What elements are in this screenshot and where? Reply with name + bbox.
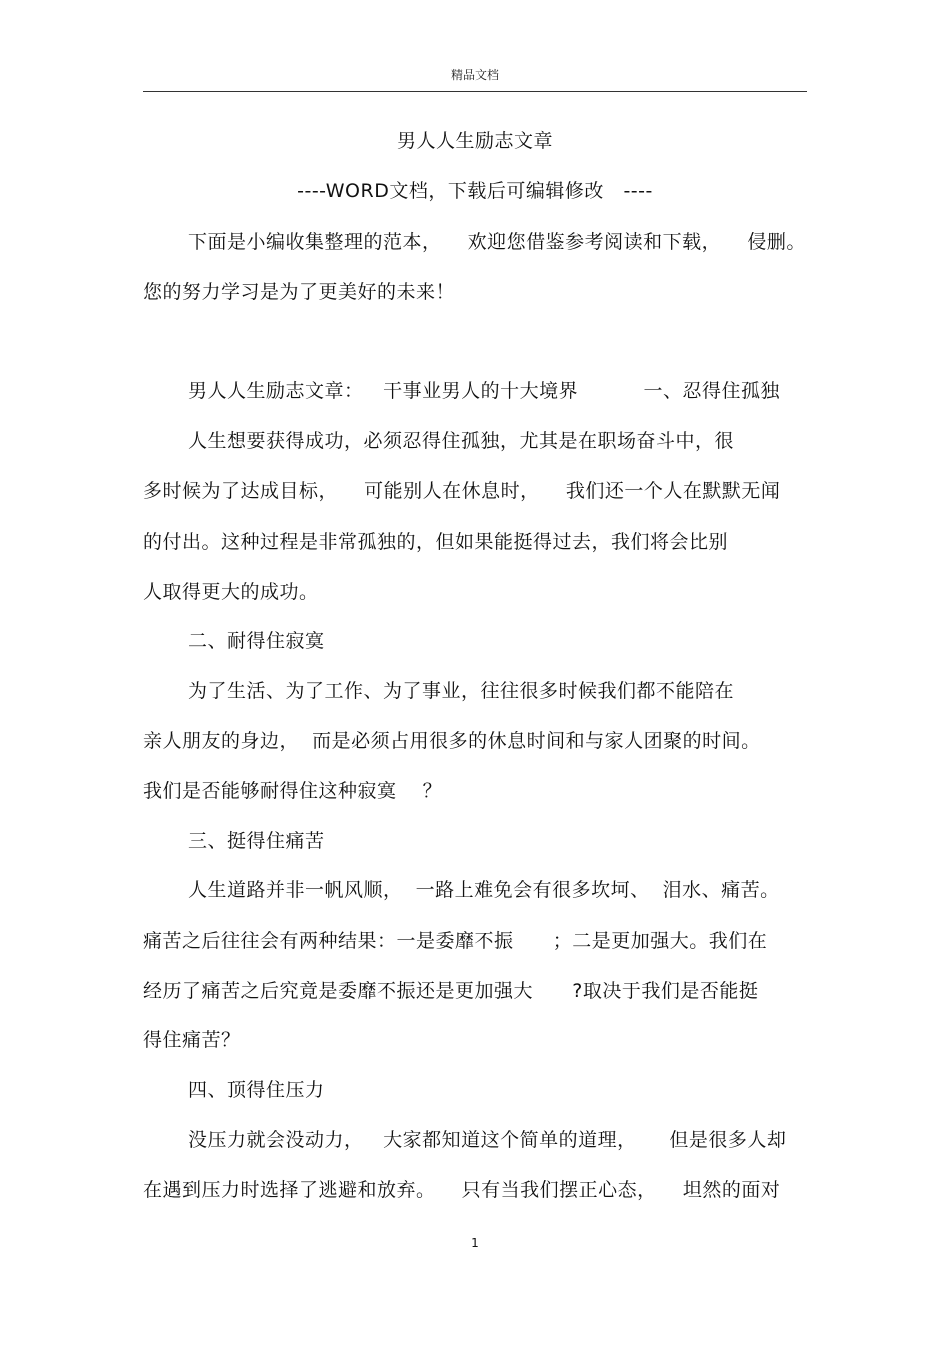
document-title: 男人人生励志文章	[396, 130, 553, 152]
paragraph-line: 亲人朋友的身边， 而是必须占用很多的休息时间和与家人团聚的时间。	[143, 730, 761, 752]
document-subtitle: ----WORD文档，下载后可编辑修改 ----	[297, 180, 653, 202]
header-divider	[143, 91, 807, 92]
section-heading: 三、挺得住痛苦	[188, 830, 325, 852]
paragraph-line: 的付出。这种过程是非常孤独的，但如果能挺得过去，我们将会比别	[143, 531, 729, 553]
paragraph-line: 得住痛苦？	[143, 1029, 241, 1051]
paragraph-line: 您的努力学习是为了更美好的未来！	[143, 281, 456, 303]
paragraph-line: 男人人生励志文章： 干事业男人的十大境界 一、忍得住孤独	[188, 380, 781, 402]
page-number: 1	[471, 1236, 479, 1250]
section-heading: 二、耐得住寂寞	[188, 630, 325, 652]
paragraph-line: 经历了痛苦之后究竟是委靡不振还是更加强大 ?取决于我们是否能挺	[143, 980, 759, 1002]
paragraph-line: 我们是否能够耐得住这种寂寞 ？	[143, 780, 443, 802]
paragraph-line: 人取得更大的成功。	[143, 581, 319, 603]
paragraph-line: 人生道路并非一帆风顺， 一路上难免会有很多坎坷、 泪水、痛苦。	[188, 879, 780, 901]
paragraph-line: 痛苦之后往往会有两种结果：一是委靡不振 ；二是更加强大。我们在	[143, 930, 768, 952]
page-header-label: 精品文档	[450, 68, 499, 82]
paragraph-line: 在遇到压力时选择了逃避和放弃。 只有当我们摆正心态， 坦然的面对	[143, 1179, 781, 1201]
paragraph-line: 多时候为了达成目标， 可能别人在休息时， 我们还一个人在默默无闻	[143, 480, 781, 502]
paragraph-line: 为了生活、为了工作、为了事业，往往很多时候我们都不能陪在	[188, 680, 735, 702]
paragraph-line: 没压力就会没动力， 大家都知道这个简单的道理， 但是很多人却	[188, 1129, 787, 1151]
paragraph-line: 下面是小编收集整理的范本， 欢迎您借鉴参考阅读和下载， 侵删。	[188, 231, 806, 253]
section-heading: 四、顶得住压力	[188, 1079, 325, 1101]
paragraph-line: 人生想要获得成功，必须忍得住孤独，尤其是在职场奋斗中，很	[188, 430, 735, 452]
